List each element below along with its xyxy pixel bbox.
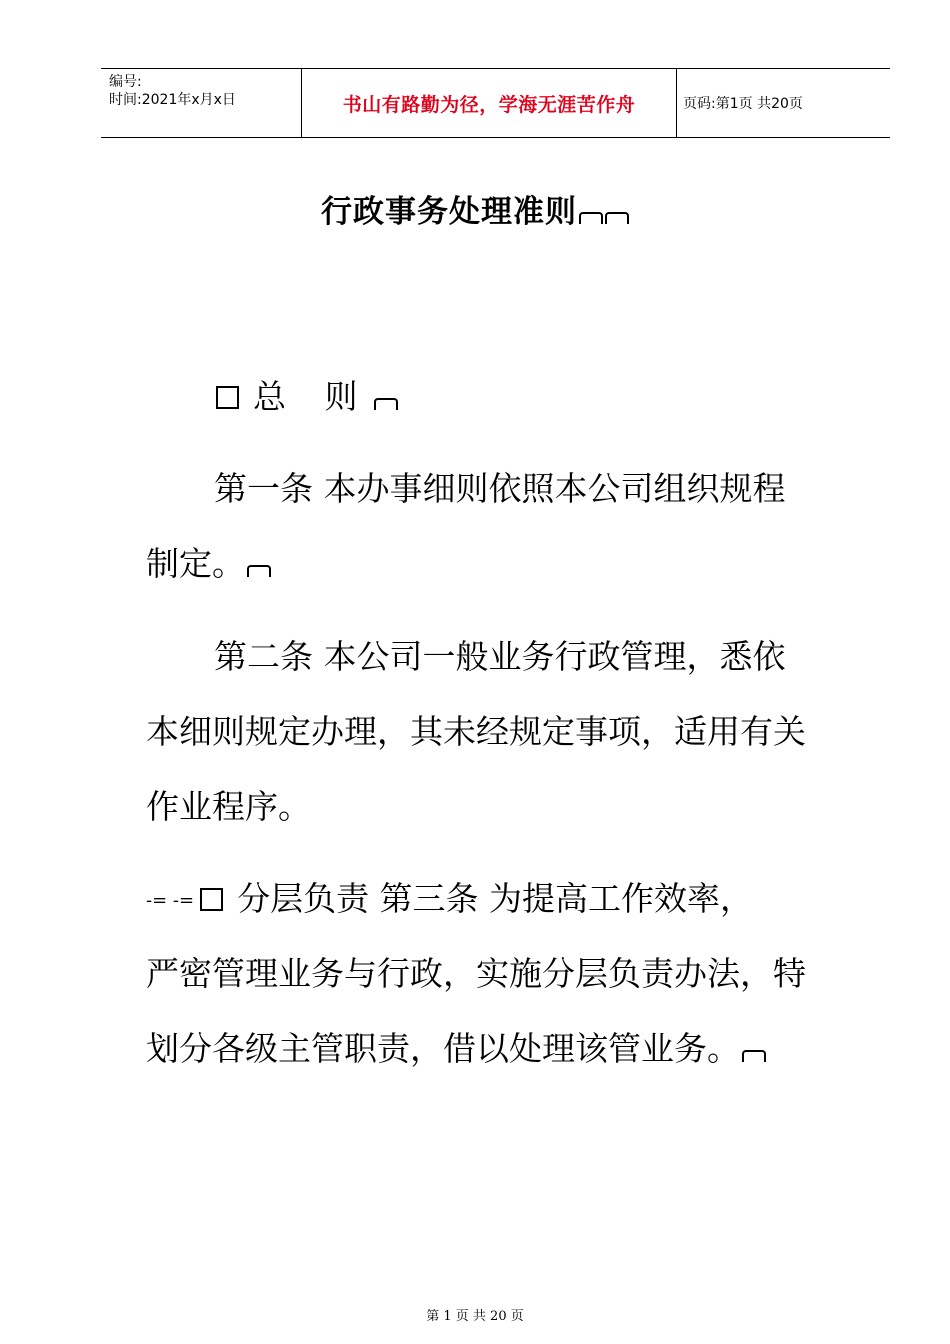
paragraph-mark-icon [579,212,603,224]
header-page-cell [676,69,890,137]
section-general-heading [216,371,398,418]
header-left-cell [101,69,301,137]
paragraph-mark-icon [247,565,271,577]
page-footer: 第 1 页 共 20 页 [426,1309,524,1324]
article1-line2: 制定。 [146,544,245,583]
article3-prefix: -= -= [146,890,195,911]
paragraph-mark-icon [605,212,629,224]
paragraph-mark-icon [374,398,398,410]
document-number-label: 编号: [109,74,142,90]
article3-line3: 划分各级主管职责，借以处理该管业务。 [146,1029,740,1068]
article3-line2: 严密管理业务与行政，实施分层负责办法，特 [146,954,806,993]
article2-line3: 作业程序。 [146,787,311,826]
header-page-label: 页码:第1页 共20页 [683,96,803,112]
section-general-label: 总 则 [253,377,372,416]
document-time-label: 时间:2021年x月x日 [109,92,236,108]
header-motto: 书山有路勤为径，学海无涯苦作舟 [342,93,636,116]
checkbox-icon [216,386,239,409]
article1-line1: 第一条 本办事细则依照本公司组织规程 [214,469,786,508]
article2-line1: 第二条 本公司一般业务行政管理，悉依 [214,637,786,676]
header-motto-cell [301,69,677,137]
document-title [0,186,950,231]
article3-line1-wrap [146,873,753,920]
article1-line2-wrap [146,538,271,585]
header-table [101,68,890,138]
article3-line1: 分层负责 第三条 为提高工作效率， [237,879,754,918]
article2-line2: 本细则规定办理，其未经规定事项，适用有关 [146,712,806,751]
article3-line3-wrap [146,1023,766,1070]
checkbox-icon [200,888,223,911]
document-title-text: 行政事务处理准则 [321,194,577,230]
paragraph-mark-icon [742,1050,766,1062]
